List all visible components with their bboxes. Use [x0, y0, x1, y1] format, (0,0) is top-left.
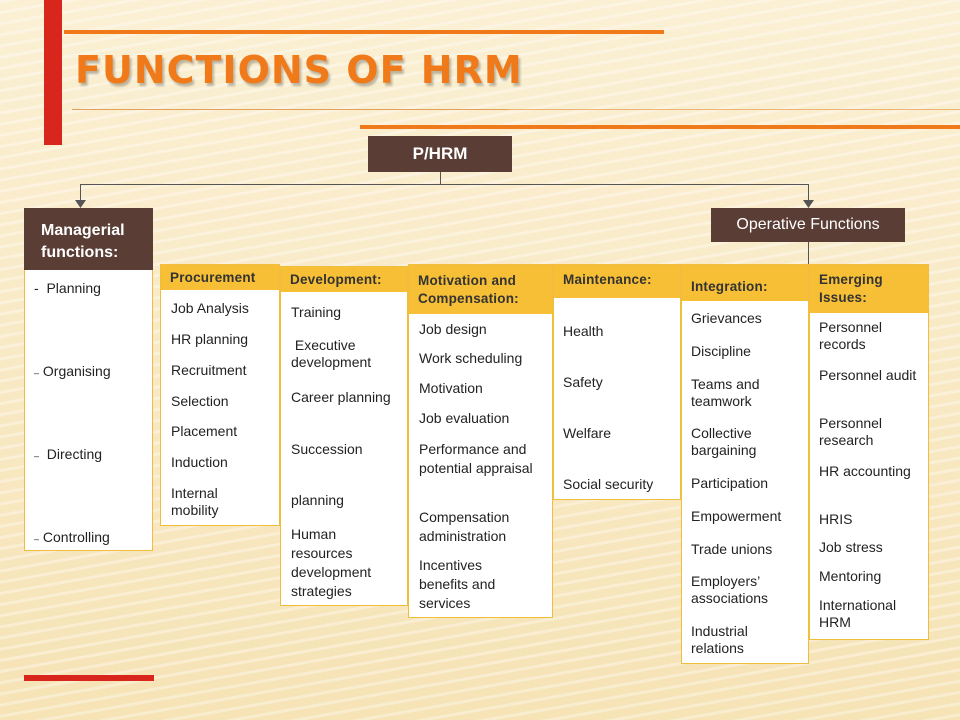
column-header: Maintenance:: [554, 265, 680, 298]
list-item: planning: [291, 492, 344, 508]
connector-root: [440, 172, 441, 184]
list-item: Personnel audit: [819, 367, 917, 383]
list-item: Grievances: [691, 310, 762, 326]
list-item: Health: [563, 323, 604, 339]
list-item: Personnel records: [819, 319, 883, 352]
connector-operative: [808, 242, 809, 264]
column-header: Development:: [281, 267, 407, 292]
column-procurement: [160, 264, 280, 526]
column-maintenance: [553, 264, 681, 500]
list-item: Work scheduling: [419, 350, 523, 366]
column-emerging-issues: [809, 264, 929, 640]
column-development: [280, 266, 408, 606]
column-header: Motivation and Compensation:: [409, 265, 552, 314]
list-item: International HRM: [819, 597, 897, 630]
list-item: – Organising: [34, 363, 111, 379]
accent-bar-vertical: [44, 0, 62, 145]
list-item: – Directing: [34, 446, 103, 462]
list-item: Job evaluation: [419, 410, 510, 426]
list-item: Job design: [419, 321, 487, 337]
list-item: Participation: [691, 475, 769, 491]
connector-horizontal: [80, 184, 808, 185]
list-item: Selection: [171, 393, 229, 409]
column-header: Integration:: [682, 265, 808, 301]
list-item: Mentoring: [819, 568, 882, 584]
list-item: Performance and potential appraisal: [419, 441, 533, 476]
accent-line-thin: [72, 109, 508, 110]
column-header: Emerging Issues:: [810, 265, 928, 313]
list-item: Compensation administration: [419, 509, 510, 544]
list-item: HRIS: [819, 511, 853, 527]
list-item: Incentives benefits and services: [419, 557, 496, 611]
list-item: Career planning: [291, 389, 391, 405]
list-item: Social security: [563, 476, 654, 492]
list-item: Personnel research: [819, 415, 883, 448]
list-item: HR accounting: [819, 463, 911, 479]
accent-bar-bottom: [24, 675, 154, 681]
list-item: Job Analysis: [171, 300, 249, 316]
column-integration: [681, 264, 809, 664]
list-item: Discipline: [691, 343, 751, 359]
list-item: Employers’ associations: [691, 573, 769, 606]
accent-line-top: [64, 30, 664, 34]
list-item: Teams and teamwork: [691, 376, 760, 409]
accent-line-thin-right: [508, 109, 960, 110]
list-item: - Planning: [34, 280, 101, 296]
list-item: Trade unions: [691, 541, 773, 557]
list-item: Welfare: [563, 425, 611, 441]
list-item: Induction: [171, 454, 228, 470]
managerial-list: [24, 265, 153, 551]
list-item: Empowerment: [691, 508, 782, 524]
operative-header: Operative Functions: [711, 208, 905, 242]
column-header: Procurement: [161, 265, 279, 290]
list-item: Job stress: [819, 539, 883, 555]
list-item: Human resources development strategies: [291, 526, 372, 599]
slide-title: FUNCTIONS OF HRM: [75, 48, 523, 92]
list-item: Safety: [563, 374, 603, 390]
accent-line-mid: [360, 125, 960, 129]
list-item: Motivation: [419, 380, 483, 396]
list-item: Succession: [291, 441, 363, 457]
list-item: Executive development: [291, 337, 372, 370]
list-item: Collective bargaining: [691, 425, 757, 458]
column-motivation: [408, 264, 553, 618]
list-item: Training: [291, 304, 342, 320]
list-item: Industrial relations: [691, 623, 748, 656]
list-item: HR planning: [171, 331, 249, 347]
root-node: P/HRM: [368, 136, 512, 172]
list-item: Recruitment: [171, 362, 247, 378]
list-item: – Controlling: [34, 529, 110, 545]
managerial-header: Managerial functions:: [24, 208, 153, 270]
list-item: Internal mobility: [171, 485, 219, 518]
list-item: Placement: [171, 423, 238, 439]
